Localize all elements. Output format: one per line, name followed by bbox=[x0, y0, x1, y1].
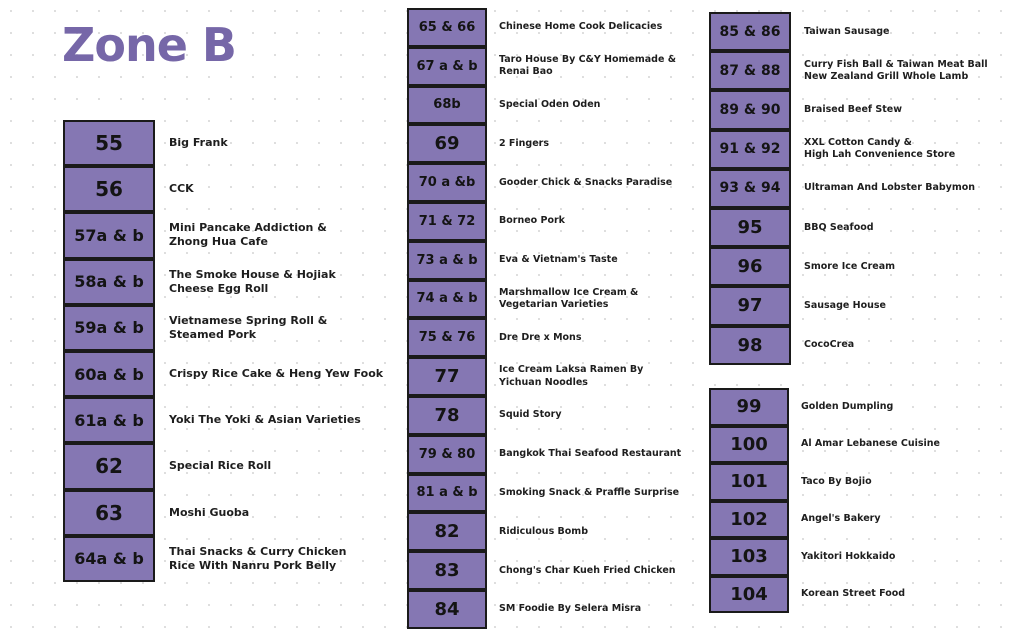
stall-number: 97 bbox=[709, 286, 791, 325]
stall-number: 101 bbox=[709, 463, 789, 501]
stall-name: Thai Snacks & Curry Chicken Rice With Nanru Pork Belly bbox=[169, 544, 347, 572]
stall-row bbox=[709, 326, 1009, 365]
stall-number: 73 a & b bbox=[407, 241, 487, 280]
stall-name: Braised Beef Stew bbox=[804, 103, 902, 115]
stall-number: 57a & b bbox=[63, 212, 155, 258]
stall-name: Vietnamese Spring Roll & Steamed Pork bbox=[169, 313, 328, 341]
stall-number: 81 a & b bbox=[407, 474, 487, 513]
stall-number: 87 & 88 bbox=[709, 51, 791, 90]
stall-number: 104 bbox=[709, 576, 789, 614]
stall-name: Marshmallow Ice Cream & Vegetarian Varieties bbox=[499, 286, 639, 310]
stall-row bbox=[63, 351, 403, 397]
stall-row bbox=[63, 397, 403, 443]
stall-name: The Smoke House & Hojiak Cheese Egg Roll bbox=[169, 267, 336, 295]
stall-row bbox=[407, 241, 697, 280]
stall-number: 74 a & b bbox=[407, 280, 487, 319]
stall-name: Big Frank bbox=[169, 136, 228, 150]
stall-row bbox=[407, 512, 697, 551]
stall-row bbox=[709, 286, 1009, 325]
stall-number: 89 & 90 bbox=[709, 90, 791, 129]
stall-name: Special Rice Roll bbox=[169, 459, 272, 473]
stall-name: Eva & Vietnam's Taste bbox=[499, 254, 618, 266]
stall-number: 61a & b bbox=[63, 397, 155, 443]
stall-name: Ice Cream Laksa Ramen By Yichuan Noodles bbox=[499, 364, 644, 388]
stall-number: 102 bbox=[709, 501, 789, 539]
stall-row bbox=[709, 501, 1009, 539]
stall-row bbox=[407, 47, 697, 86]
stall-number: 84 bbox=[407, 590, 487, 629]
stall-name: Ridiculous Bomb bbox=[499, 525, 588, 537]
stall-name: Taro House By C&Y Homemade & Renai Bao bbox=[499, 54, 676, 78]
stall-number: 77 bbox=[407, 357, 487, 396]
stall-row bbox=[709, 426, 1009, 464]
stall-name: Dre Dre x Mons bbox=[499, 331, 582, 343]
stall-number: 68b bbox=[407, 86, 487, 125]
stall-number: 65 & 66 bbox=[407, 8, 487, 47]
stall-name: Taiwan Sausage bbox=[804, 25, 890, 37]
stall-name: Crispy Rice Cake & Heng Yew Fook bbox=[169, 367, 384, 381]
stall-number: 91 & 92 bbox=[709, 130, 791, 169]
stall-row bbox=[63, 259, 403, 305]
stall-name: Yakitori Hokkaido bbox=[801, 550, 896, 562]
stall-number: 78 bbox=[407, 396, 487, 435]
stall-name: Angel's Bakery bbox=[801, 513, 881, 525]
stall-name: CCK bbox=[169, 182, 194, 196]
stall-row bbox=[709, 90, 1009, 129]
stall-row bbox=[63, 120, 403, 166]
stall-name: Mini Pancake Addiction & Zhong Hua Cafe bbox=[169, 221, 327, 249]
stall-name: Korean Street Food bbox=[801, 588, 906, 600]
stall-name: Curry Fish Ball & Taiwan Meat Ball New Zealand Grill Whole Lamb bbox=[804, 58, 988, 82]
stall-row bbox=[407, 551, 697, 590]
stall-row bbox=[709, 576, 1009, 614]
stall-row bbox=[407, 590, 697, 629]
stall-number: 85 & 86 bbox=[709, 12, 791, 51]
stall-number: 62 bbox=[63, 443, 155, 489]
stall-row bbox=[709, 51, 1009, 90]
stall-number: 79 & 80 bbox=[407, 435, 487, 474]
stall-name: Squid Story bbox=[499, 409, 562, 421]
stall-name: CocoCrea bbox=[804, 339, 855, 351]
stall-name: Moshi Guoba bbox=[169, 505, 250, 519]
stall-number: 60a & b bbox=[63, 351, 155, 397]
stall-row bbox=[709, 12, 1009, 51]
stall-row bbox=[63, 305, 403, 351]
stall-row bbox=[709, 247, 1009, 286]
stall-name: Chinese Home Cook Delicacies bbox=[499, 21, 663, 33]
stall-number: 93 & 94 bbox=[709, 169, 791, 208]
stall-name: 2 Fingers bbox=[499, 137, 550, 149]
stall-number: 99 bbox=[709, 388, 789, 426]
stall-row bbox=[407, 8, 697, 47]
stall-name: Borneo Pork bbox=[499, 215, 565, 227]
stall-row bbox=[63, 490, 403, 536]
stall-name: Al Amar Lebanese Cuisine bbox=[801, 438, 940, 450]
stall-row bbox=[709, 463, 1009, 501]
stall-row bbox=[63, 166, 403, 212]
stall-number: 70 a &b bbox=[407, 163, 487, 202]
stall-number: 100 bbox=[709, 426, 789, 464]
stall-row bbox=[407, 357, 697, 396]
stall-row bbox=[63, 443, 403, 489]
stall-row bbox=[63, 212, 403, 258]
stall-number: 63 bbox=[63, 490, 155, 536]
stall-name: BBQ Seafood bbox=[804, 221, 874, 233]
stall-name: Smoking Snack & Praffle Surprise bbox=[499, 486, 680, 498]
stall-number: 82 bbox=[407, 512, 487, 551]
stall-row bbox=[407, 318, 697, 357]
stall-number: 71 & 72 bbox=[407, 202, 487, 241]
stall-row bbox=[709, 208, 1009, 247]
stall-row bbox=[407, 124, 697, 163]
stall-number: 55 bbox=[63, 120, 155, 166]
stall-name: Sausage House bbox=[804, 299, 886, 311]
stall-name: Chong's Char Kueh Fried Chicken bbox=[499, 564, 676, 576]
zone-title: Zone B bbox=[62, 18, 236, 72]
stall-name: Taco By Bojio bbox=[801, 475, 872, 487]
stall-row bbox=[407, 280, 697, 319]
stall-number: 96 bbox=[709, 247, 791, 286]
stall-number: 59a & b bbox=[63, 305, 155, 351]
stall-row bbox=[407, 163, 697, 202]
stall-row bbox=[63, 536, 403, 582]
stall-name: Golden Dumpling bbox=[801, 400, 894, 412]
stall-number: 83 bbox=[407, 551, 487, 590]
stall-row bbox=[407, 474, 697, 513]
stall-name: Smore Ice Cream bbox=[804, 260, 896, 272]
stall-row bbox=[407, 202, 697, 241]
stall-row bbox=[709, 130, 1009, 169]
stall-number: 103 bbox=[709, 538, 789, 576]
stall-row bbox=[407, 86, 697, 125]
stall-number: 67 a & b bbox=[407, 47, 487, 86]
stall-number: 69 bbox=[407, 124, 487, 163]
stall-number: 95 bbox=[709, 208, 791, 247]
stall-row bbox=[709, 538, 1009, 576]
stall-name: Yoki The Yoki & Asian Varieties bbox=[169, 413, 361, 427]
stall-name: Special Oden Oden bbox=[499, 98, 601, 110]
stall-name: SM Foodie By Selera Misra bbox=[499, 603, 642, 615]
stall-number: 58a & b bbox=[63, 259, 155, 305]
stall-row bbox=[407, 396, 697, 435]
stall-name: XXL Cotton Candy & High Lah Convenience Store bbox=[804, 137, 956, 161]
stall-number: 56 bbox=[63, 166, 155, 212]
stall-name: Ultraman And Lobster Babymon bbox=[804, 182, 976, 194]
stall-row bbox=[407, 435, 697, 474]
stall-row bbox=[709, 169, 1009, 208]
stall-number: 98 bbox=[709, 326, 791, 365]
stall-name: Gooder Chick & Snacks Paradise bbox=[499, 176, 673, 188]
stall-name: Bangkok Thai Seafood Restaurant bbox=[499, 448, 682, 460]
stall-number: 64a & b bbox=[63, 536, 155, 582]
stall-number: 75 & 76 bbox=[407, 318, 487, 357]
stall-row bbox=[709, 388, 1009, 426]
